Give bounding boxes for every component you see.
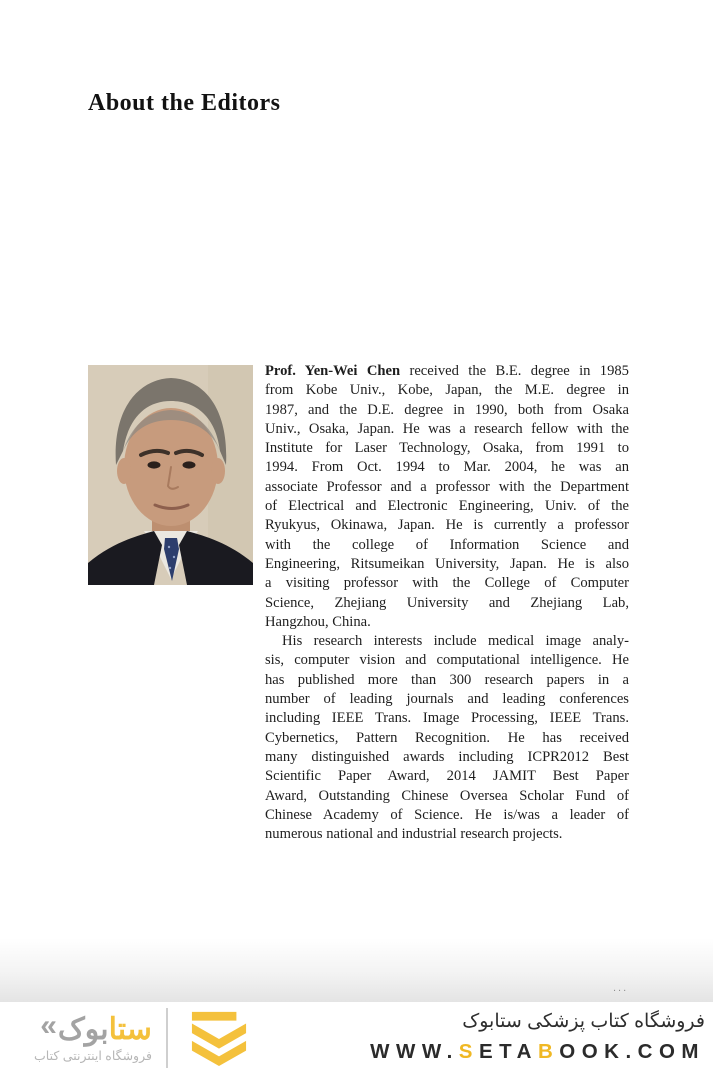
biography-text: [265, 362, 629, 844]
bio-text-line: Award, Outstanding Chinese Oversea Scholar Fund of: [265, 787, 629, 804]
bio-text-line: numerous national and industrial research projects.: [265, 826, 563, 843]
bookstore-banner: [0, 1002, 713, 1080]
bio-text-line: associate Professor and a professor with the Department: [265, 478, 629, 495]
url-part: ETA: [478, 1039, 538, 1063]
editor-portrait-photo: [88, 365, 253, 585]
bio-text-line: Univ., Osaka, Japan. He was a research fellow with the: [265, 420, 629, 437]
bio-lead-rest: received the B.E. degree in 1985: [400, 363, 629, 379]
page-title: About the Editors: [88, 90, 281, 116]
bio-text-line: Institute for Laser Technology, Osaka, from 1991 to: [265, 440, 629, 457]
bio-text-line: Scientific Paper Award, 2014 JAMIT Best Paper: [265, 768, 629, 785]
bio-text-line: Cybernetics, Pattern Recognition. He has received: [265, 729, 629, 746]
bio-paragraph-2: [265, 632, 629, 844]
chevron-emblem-icon: [180, 1009, 258, 1067]
setabook-logo: [34, 1008, 258, 1068]
logo-divider: [166, 1008, 168, 1068]
scan-artifact-dots: ...: [613, 982, 629, 994]
bio-text-line: number of leading journals and leading conferences: [265, 691, 629, 708]
bio-text-line: with the college of Information Science and: [265, 536, 629, 553]
bio-text-line: Engineering, Ritsumeikan University, Japan. He is also: [265, 555, 629, 572]
page-bottom-shadow: [0, 938, 713, 1002]
bio-paragraph-1: [265, 362, 629, 632]
bio-text-line: 1994. From Oct. 1994 to Mar. 2004, he was an: [265, 459, 629, 476]
store-url: [370, 1040, 705, 1065]
logo-wordmark: [58, 1013, 152, 1046]
url-accent-s: S: [458, 1039, 479, 1063]
logo-subtitle: فروشگاه اینترنتی کتاب: [34, 1049, 152, 1063]
logo-wordmark-yellow-part: ستا: [108, 1013, 152, 1046]
portrait-illustration: [88, 365, 253, 585]
bio-text-line: has published more than 300 research papers in a: [265, 671, 629, 688]
bio-line-lead: [265, 362, 629, 381]
bio-text-line: sis, computer vision and computational intelligence. He: [265, 652, 629, 669]
bio-text-line: Chinese Academy of Science. He is/was a leader of: [265, 806, 629, 823]
logo-wordmark-gray-part: بوک: [57, 1013, 109, 1046]
logo-text-block: [34, 1008, 152, 1063]
bio-text-line: Ryukyus, Okinawa, Japan. He is currently a professor: [265, 517, 629, 534]
logo-word-row: [40, 1008, 152, 1046]
bio-text-line: Science, Zhejiang University and Zhejiang Lab,: [265, 594, 629, 611]
bio-text-line: many distinguished awards including ICPR2012 Best: [265, 748, 629, 765]
url-part: OOK.COM: [559, 1039, 705, 1063]
bio-text-line: from Kobe Univ., Kobe, Japan, the M.E. degree in: [265, 382, 629, 399]
bio-text-line: Hangzhou, China.: [265, 613, 371, 630]
bio-text-line: a visiting professor with the College of Computer: [265, 575, 629, 592]
url-accent-b: B: [537, 1039, 560, 1063]
url-part: WWW.: [370, 1039, 459, 1063]
bio-text-line: including IEEE Trans. Image Processing, IEEE Trans.: [265, 710, 629, 727]
editor-name: Prof. Yen-Wei Chen: [265, 363, 401, 379]
bio-text-line: of Electrical and Electronic Engineering, Univ. of the: [265, 498, 629, 515]
bookstore-info: [370, 1010, 705, 1064]
double-chevron-icon: «: [40, 1008, 57, 1042]
store-title: فروشگاه کتاب پزشکی ستابوک: [462, 1011, 705, 1032]
bio-text-line: His research interests include medical image analy-: [282, 633, 629, 650]
bio-text-line: 1987, and the D.E. degree in 1990, both from Osaka: [265, 401, 629, 418]
